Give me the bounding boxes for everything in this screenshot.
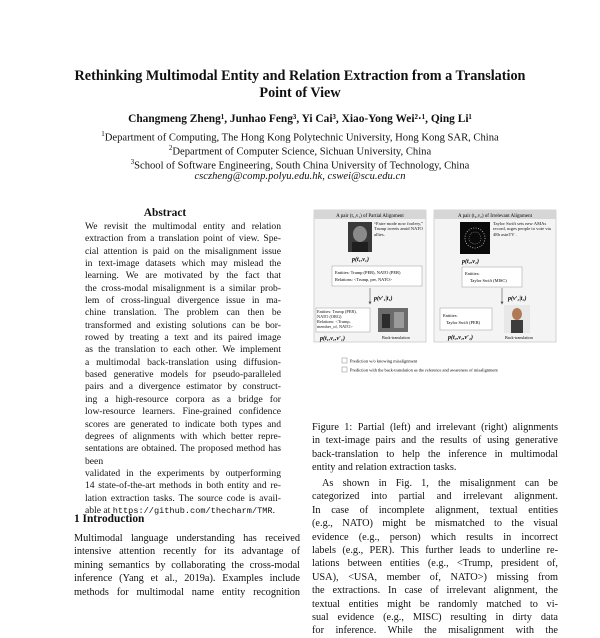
left-prob-1: p(t₁,v₁) xyxy=(352,257,370,263)
right-prob-3: p(t₂,v₂,v′₂) xyxy=(448,335,473,341)
paper-title xyxy=(40,68,560,102)
caption-line: entity and relation extraction tasks. xyxy=(312,461,457,473)
abstract-line: degrees of alignments with which better repre- xyxy=(85,430,281,442)
trump-suit xyxy=(352,242,368,252)
intro-line: inference (Yang et al., 2019a). Examples include xyxy=(74,573,300,585)
section-heading-introduction: 1 Introduction xyxy=(74,513,145,525)
right-prediction-box xyxy=(462,267,522,287)
left-prob-3: p(t₁,v₁,v′₁) xyxy=(320,336,345,342)
right-prob-1: p(t₂,v₂) xyxy=(462,259,480,265)
trump-face xyxy=(353,226,367,242)
abstract-line: learning. We are motivated by the fact that xyxy=(85,270,281,282)
affiliation-text: Department of Computing, The Hong Kong Polytechnic University, Hong Kong SAR, China xyxy=(104,132,499,144)
affiliation-text: School of Software Engineering, South China University of Technology, China xyxy=(134,160,470,172)
legend-swatch-2 xyxy=(342,367,347,372)
figure-1 xyxy=(312,208,558,413)
body-line: for inference. While the misalignment with the xyxy=(312,625,558,637)
legend-swatch-1 xyxy=(342,358,347,363)
title-line-2: Point of View xyxy=(259,85,341,101)
affiliation-text: Department of Computer Science, Sichuan University, China xyxy=(172,146,432,158)
right-back-image-dress xyxy=(511,320,523,333)
right-back-label: Back-translation xyxy=(505,335,533,340)
left-quote: “Faire mode now foolery,” Trump tweets amid NATO allies. xyxy=(374,221,424,237)
right-quote: Taylor Swift sets new AMAs record, urges people to vote via 48h asinTV . xyxy=(493,221,551,237)
abstract-line: cial attention is paid on the misalignment issue xyxy=(85,245,281,257)
abstract-line: a multimodal back-translation using diffusion- xyxy=(85,356,281,368)
source-code-link[interactable]: https://github.com/thecharm/TMR xyxy=(112,505,273,516)
body-line: evidence (e.g., person) which results in incorrect xyxy=(312,531,558,543)
caption-line: back-translation to help the inference in multimodal xyxy=(312,448,558,460)
abstract-prefix: able at xyxy=(85,504,113,516)
legend-text-2: Prediction with the back-translation as the reference and awareness of misalignment xyxy=(350,367,498,373)
body-line: As shown in Fig. 1, the misalignment can be xyxy=(322,478,558,489)
abstract-line: transformed and existing solutions can be bor- xyxy=(85,319,281,331)
right-prob-2: p(v′₂|t₂) xyxy=(508,296,527,302)
abstract-line: pairs and a divergence estimator by construct- xyxy=(85,381,281,393)
body-line: categorized into partial and irrelevant alignment. xyxy=(312,491,558,503)
abstract-line: scores are generated to indicate both types and xyxy=(85,418,281,430)
abstract-line: lem of cross-lingual divergence issue in ma- xyxy=(85,295,281,307)
caption-line: in text-image pairs and the results of using generative xyxy=(312,435,558,447)
abstract-body xyxy=(85,221,281,517)
legend-text-1: Prediction w/o knowing misalignment xyxy=(350,358,418,364)
intro-line: mining semantics by collaborating the cross-modal xyxy=(74,559,300,571)
right-header-text: A pair (t₂,v₂) of Irrelevant Alignment xyxy=(457,214,533,219)
abstract-line: as the translation to each other. We implement xyxy=(85,344,281,356)
right-back-entities-2: Taylor Swift (PER) xyxy=(446,320,481,325)
left-relations: Relations: <Trump, per, NATO> xyxy=(335,277,393,282)
concert-photo xyxy=(460,222,490,254)
right-entities-2: Taylor Swift (MISC) xyxy=(470,278,507,283)
abstract-line: ing a high-resource corpora as a bridge for xyxy=(85,393,281,405)
intro-line: Multimodal language understanding has received xyxy=(74,533,300,544)
right-back-image-face xyxy=(512,308,522,320)
affiliation-number: 2 xyxy=(168,144,173,152)
abstract-line: based generative models for pseudo-paralleled xyxy=(85,369,281,381)
abstract-line: 14 state-of-the-art methods in both entity and re- xyxy=(85,480,281,492)
right-back-box xyxy=(440,308,492,330)
abstract-suffix: . xyxy=(272,504,275,516)
figure-caption xyxy=(312,421,558,474)
abstract-line: validated in the experiments by outperforming xyxy=(85,467,281,479)
body-line: USA), <USA, member of, NATO>) missing from xyxy=(312,571,558,583)
title-line-1: Rethinking Multimodal Entity and Relation Extraction from a Translation xyxy=(74,68,526,84)
abstract-line: rowed by treating a text and its paired image xyxy=(85,332,281,344)
abstract-line: low-resource learners. Fine-grained confidence xyxy=(85,406,281,418)
left-back-relations: Relations: <Trump, member_of, NATO> xyxy=(317,319,353,329)
body-line: the extractions. In case of irrelevant alignment, the xyxy=(312,585,558,597)
left-entities: Entities: Trump (PER), NATO (PER) xyxy=(335,270,401,275)
affiliation-number: 1 xyxy=(101,130,105,138)
left-prediction-box xyxy=(332,266,422,286)
abstract-heading: Abstract xyxy=(143,207,187,219)
emails: csczheng@comp.polyu.edu.hk, cswei@scu.edu.cn xyxy=(194,171,406,182)
authors: Changmeng Zheng¹, Junhao Feng³, Yi Cai³, Xiao-Yong Wei²·¹, Qing Li¹ xyxy=(128,113,472,125)
abstract-line: chine translation. The problem can then be xyxy=(85,307,281,319)
right-entities: Entities: xyxy=(465,271,480,276)
body-line: textual entities might be randomly matched to vi- xyxy=(312,598,558,610)
right-back-entities: Entities: xyxy=(443,313,458,318)
left-back-image-figure xyxy=(382,314,390,328)
abstract-line: extraction from a translation point of view. Spe- xyxy=(85,233,281,245)
body-line: In case of incomplete alignment, textual entities xyxy=(312,504,558,516)
left-back-entities: Entities: Trump (PER), NATO (ORG) xyxy=(317,309,357,319)
body-line: lations between entities (e.g., <Trump, president of, xyxy=(312,558,558,570)
body-line: (e.g., NATO) might be mismatched to the visual xyxy=(312,518,558,530)
right-column-body xyxy=(312,477,558,638)
body-line: labels (e.g., PER). This further leads to underline re- xyxy=(312,545,558,557)
caption-line: Figure 1: Partial (left) and irrelevant (right) alignments xyxy=(312,422,558,433)
intro-line: methods for multimodal name entity recognition xyxy=(74,586,300,598)
abstract-line: lation extraction tasks. The source code is avail- xyxy=(85,492,281,504)
left-back-label: Back-translation xyxy=(382,335,410,340)
abstract-line: in text-image datasets which may mislead the xyxy=(85,258,281,270)
left-prob-2: p(v′₁|t₁) xyxy=(374,296,393,302)
intro-line: intensive attention recently for its advantage of xyxy=(74,546,300,558)
left-header-text: A pair (t₁,v₁) of Partial Alignment xyxy=(336,214,404,219)
affiliation-number: 3 xyxy=(130,158,135,166)
left-back-image-figure xyxy=(394,312,404,328)
abstract-line: We revisit the multimodal entity and relation xyxy=(85,221,281,232)
introduction-body xyxy=(74,532,300,599)
abstract-line: sentations are obtained. The proposed method has been xyxy=(85,443,281,467)
abstract-line: the cross-modal misalignment is a similar prob- xyxy=(85,282,281,294)
body-line: sual evidence (e.g., MISC) resulting in dirty data xyxy=(312,612,558,624)
